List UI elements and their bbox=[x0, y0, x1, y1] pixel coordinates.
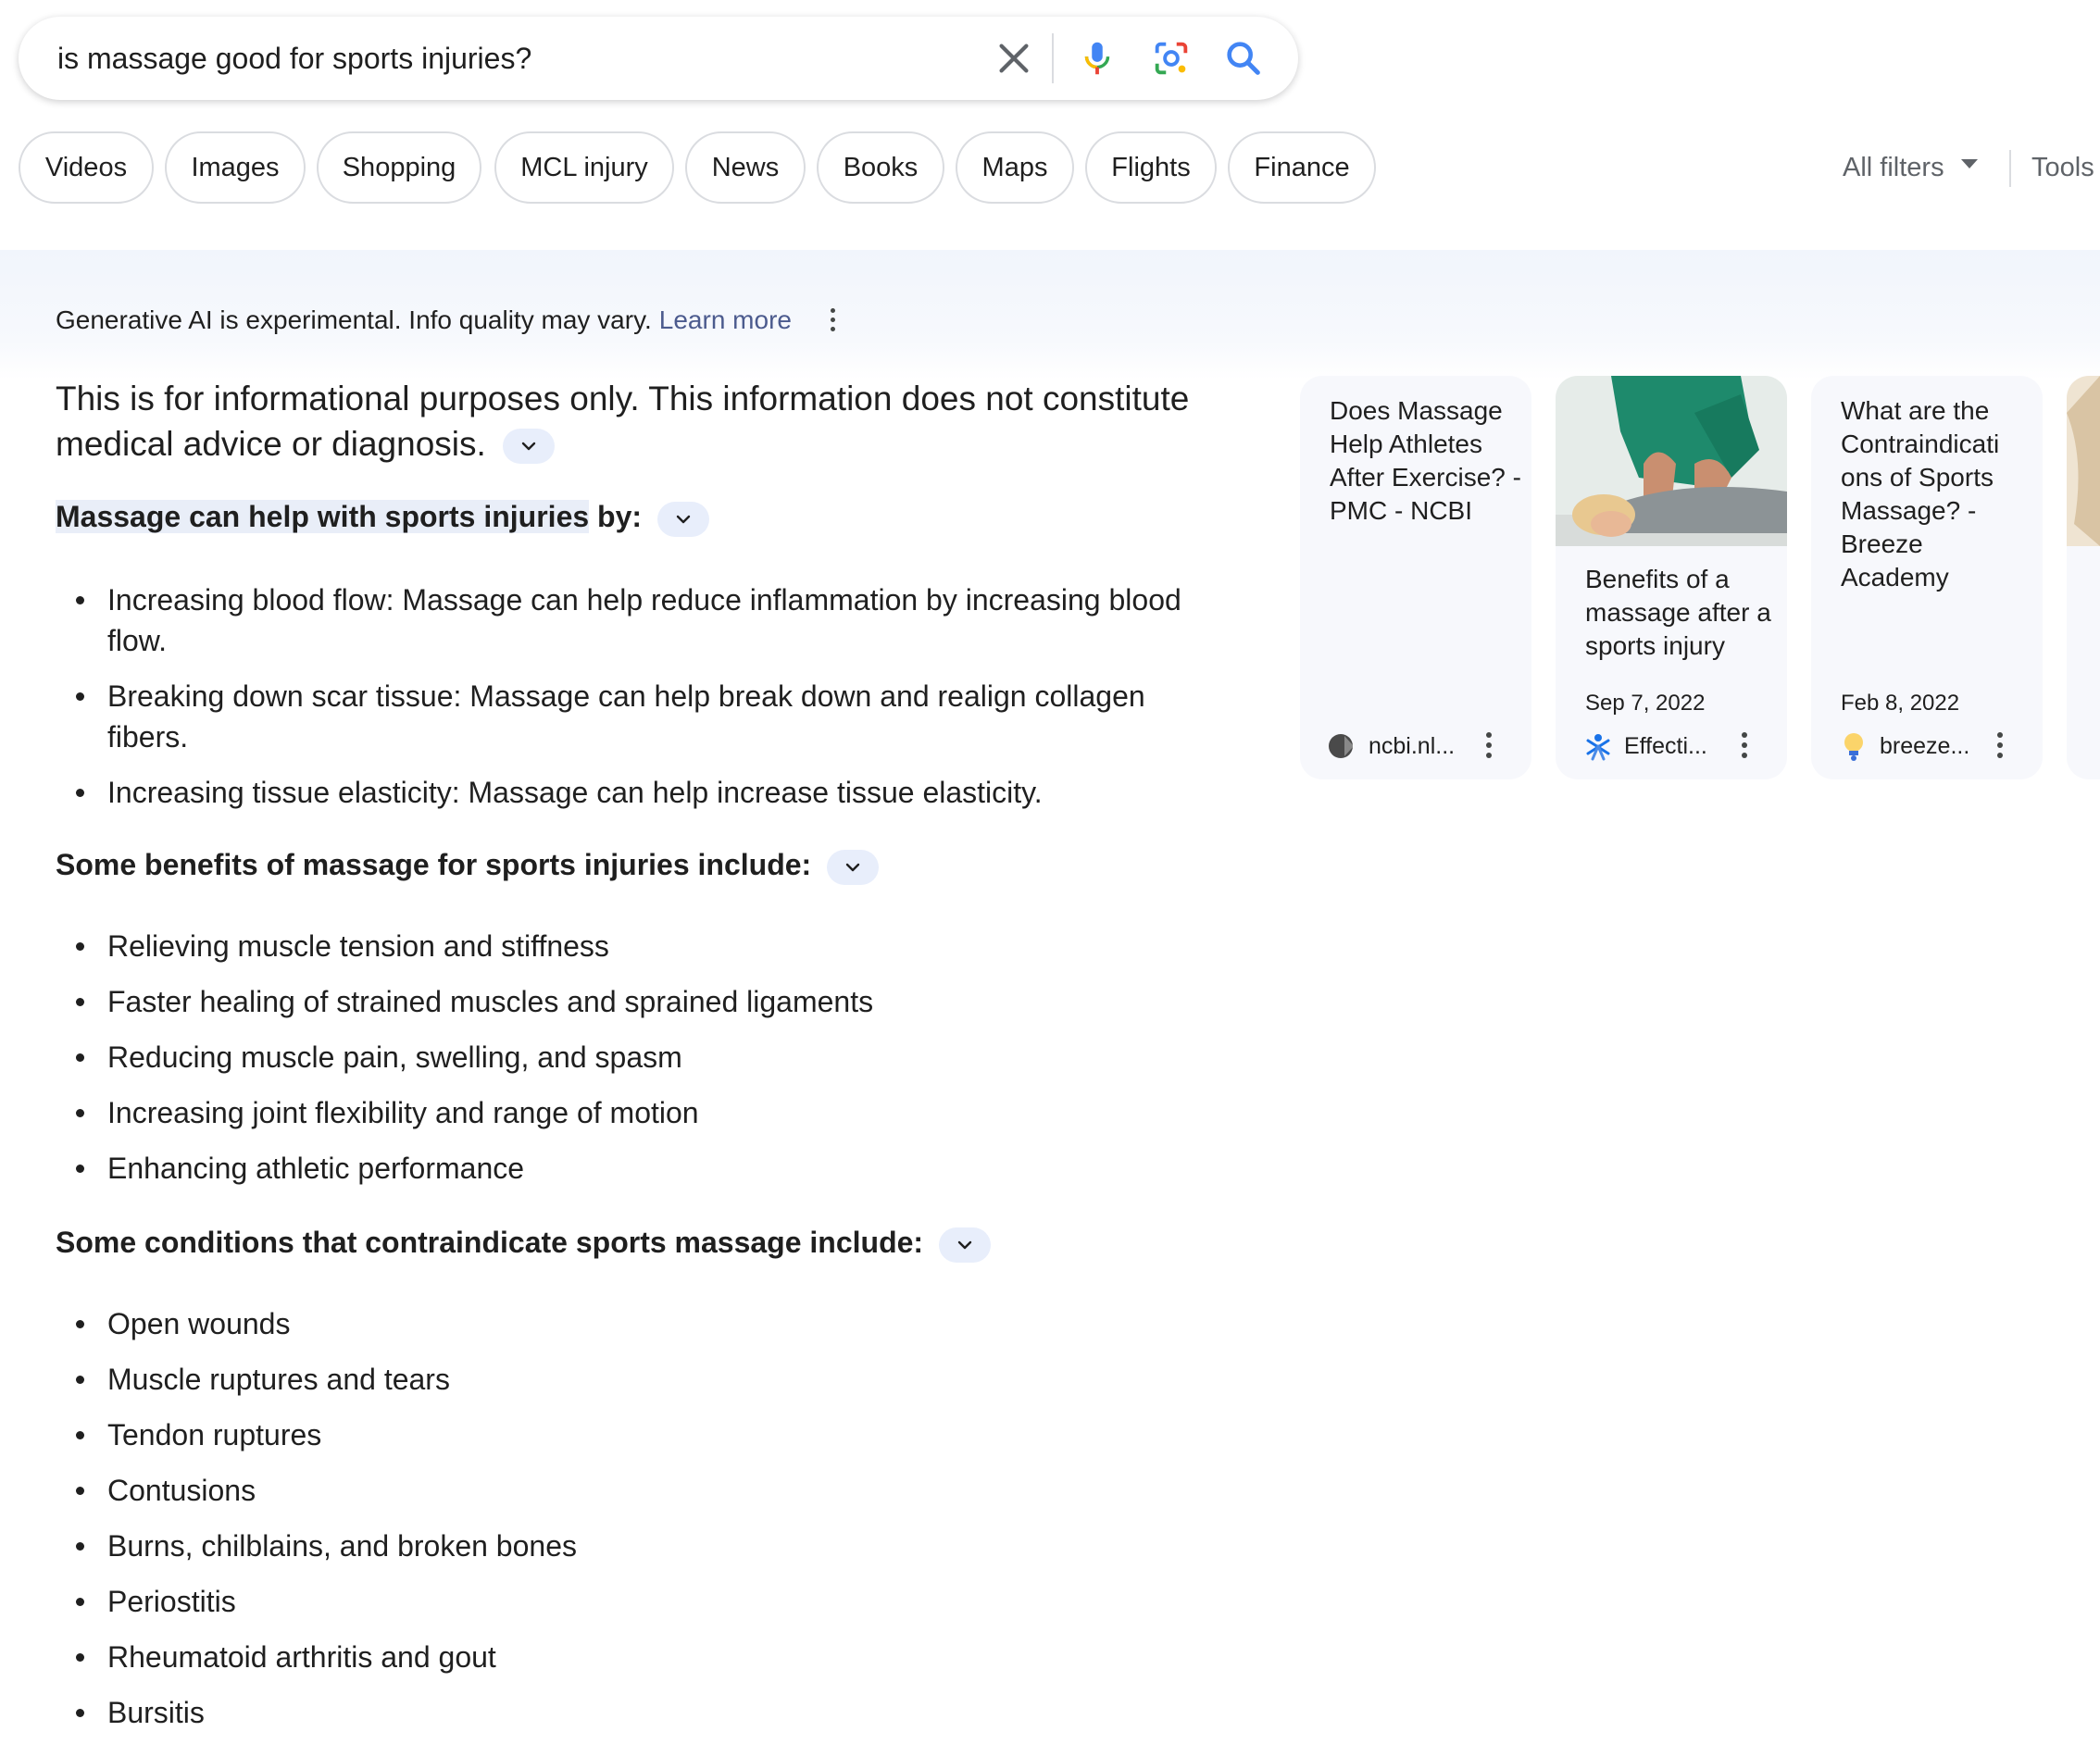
list-item: Muscle ruptures and tears bbox=[56, 1359, 1222, 1400]
intro-paragraph bbox=[56, 376, 1222, 467]
expand-chevron-button[interactable] bbox=[827, 850, 879, 885]
section-heading-help bbox=[56, 500, 709, 537]
list-item: Contusions bbox=[56, 1470, 1222, 1511]
chip-mcl-injury[interactable]: MCL injury bbox=[494, 131, 674, 204]
source-title[interactable]: What are the Contraindicati ons of Sports Massage? - Breeze Academy bbox=[1841, 396, 2000, 592]
list-item: Burns, chilblains, and broken bones bbox=[56, 1526, 1222, 1566]
chip-images[interactable]: Images bbox=[165, 131, 306, 204]
source-card-breeze[interactable] bbox=[1811, 376, 2043, 779]
list-item: Reducing muscle pain, swelling, and spasm bbox=[56, 1037, 1222, 1078]
list-item: Open wounds bbox=[56, 1303, 1222, 1344]
list-item: Tendon ruptures bbox=[56, 1414, 1222, 1455]
more-options-icon[interactable] bbox=[829, 306, 836, 334]
ai-disclaimer bbox=[56, 305, 836, 335]
source-site: breeze... bbox=[1880, 733, 1970, 759]
list-item: Increasing joint flexibility and range of motion bbox=[56, 1092, 1222, 1133]
search-icon[interactable] bbox=[1222, 37, 1265, 80]
learn-more-link[interactable]: Learn more bbox=[658, 305, 792, 334]
ncbi-favicon-icon bbox=[1328, 731, 1357, 761]
effective-favicon-icon bbox=[1583, 731, 1613, 761]
chip-videos[interactable]: Videos bbox=[19, 131, 154, 204]
list-item: Enhancing athletic performance bbox=[56, 1148, 1222, 1189]
search-box[interactable] bbox=[19, 17, 1298, 100]
chip-news[interactable]: News bbox=[685, 131, 806, 204]
source-card-partial[interactable] bbox=[2067, 376, 2100, 779]
heading-text: Some conditions that contraindicate sports massage include: bbox=[56, 1226, 924, 1259]
contraindications-list bbox=[56, 1303, 1222, 1733]
heading-highlight: Massage can help with sports injuries bbox=[56, 500, 590, 533]
chevron-down-icon bbox=[519, 440, 539, 453]
expand-chevron-button[interactable] bbox=[503, 429, 555, 464]
source-date: Feb 8, 2022 bbox=[1841, 691, 1960, 716]
heading-text: Some benefits of massage for sports injuries include: bbox=[56, 848, 812, 881]
list-item: Increasing blood flow: Massage can help reduce inflammation by increasing blood flow. bbox=[56, 579, 1222, 661]
source-title[interactable]: Does Massage Help Athletes After Exercise? - PMC - NCBI bbox=[1330, 396, 1521, 525]
breeze-favicon-icon bbox=[1839, 731, 1869, 761]
help-list bbox=[56, 579, 1222, 813]
more-options-icon[interactable] bbox=[1996, 731, 2004, 759]
thumbnail-partial-icon bbox=[2067, 376, 2100, 546]
search-input[interactable]: is massage good for sports injuries? bbox=[57, 42, 532, 75]
list-item: Relieving muscle tension and stiffness bbox=[56, 926, 1222, 966]
lens-camera-icon[interactable] bbox=[1150, 37, 1193, 80]
chip-shopping[interactable]: Shopping bbox=[317, 131, 481, 204]
caret-down-icon bbox=[1961, 159, 1978, 168]
tools-divider bbox=[2009, 150, 2011, 187]
chip-finance[interactable]: Finance bbox=[1228, 131, 1376, 204]
search-divider bbox=[1052, 33, 1054, 83]
source-card-ncbi[interactable] bbox=[1300, 376, 1531, 779]
source-site: Effecti... bbox=[1624, 733, 1707, 759]
source-date: Sep 7, 2022 bbox=[1585, 691, 1706, 716]
heading-rest: by: bbox=[589, 500, 643, 533]
list-item: Breaking down scar tissue: Massage can help break down and realign collagen fibers. bbox=[56, 676, 1222, 757]
massage-thumbnail[interactable] bbox=[1556, 376, 1787, 546]
intro-text: This is for informational purposes only. This information does not constitute medical advice or diagnosis. bbox=[56, 380, 1190, 463]
list-item: Periostitis bbox=[56, 1581, 1222, 1622]
list-item: Increasing tissue elasticity: Massage can help increase tissue elasticity. bbox=[56, 772, 1222, 813]
microphone-icon[interactable] bbox=[1076, 37, 1119, 80]
expand-chevron-button[interactable] bbox=[939, 1227, 991, 1263]
chevron-down-icon bbox=[955, 1239, 975, 1252]
source-card-effective[interactable] bbox=[1556, 376, 1787, 779]
tools-button[interactable]: Tools bbox=[2031, 153, 2094, 182]
expand-chevron-button[interactable] bbox=[657, 502, 709, 537]
chip-books[interactable]: Books bbox=[817, 131, 944, 204]
list-item: Faster healing of strained muscles and sprained ligaments bbox=[56, 981, 1222, 1022]
list-item: Bursitis bbox=[56, 1692, 1222, 1733]
more-options-icon[interactable] bbox=[1741, 731, 1748, 759]
section-heading-benefits bbox=[56, 848, 879, 885]
source-title[interactable]: Benefits of a massage after a sports injury bbox=[1585, 565, 1771, 660]
chip-flights[interactable]: Flights bbox=[1085, 131, 1217, 204]
chevron-down-icon bbox=[673, 513, 694, 526]
all-filters-button[interactable]: All filters bbox=[1843, 153, 1944, 182]
more-options-icon[interactable] bbox=[1485, 731, 1493, 759]
benefits-list bbox=[56, 926, 1222, 1189]
chip-maps[interactable]: Maps bbox=[956, 131, 1074, 204]
source-site: ncbi.nl... bbox=[1369, 733, 1456, 759]
disclaimer-text: Generative AI is experimental. Info quality may vary. bbox=[56, 305, 652, 334]
ai-overview-body bbox=[56, 370, 1222, 467]
clear-icon[interactable] bbox=[993, 37, 1035, 80]
massage-photo-icon bbox=[1556, 376, 1787, 546]
section-heading-contraindications bbox=[56, 1226, 991, 1263]
list-item: Rheumatoid arthritis and gout bbox=[56, 1637, 1222, 1677]
chevron-down-icon bbox=[843, 861, 863, 874]
